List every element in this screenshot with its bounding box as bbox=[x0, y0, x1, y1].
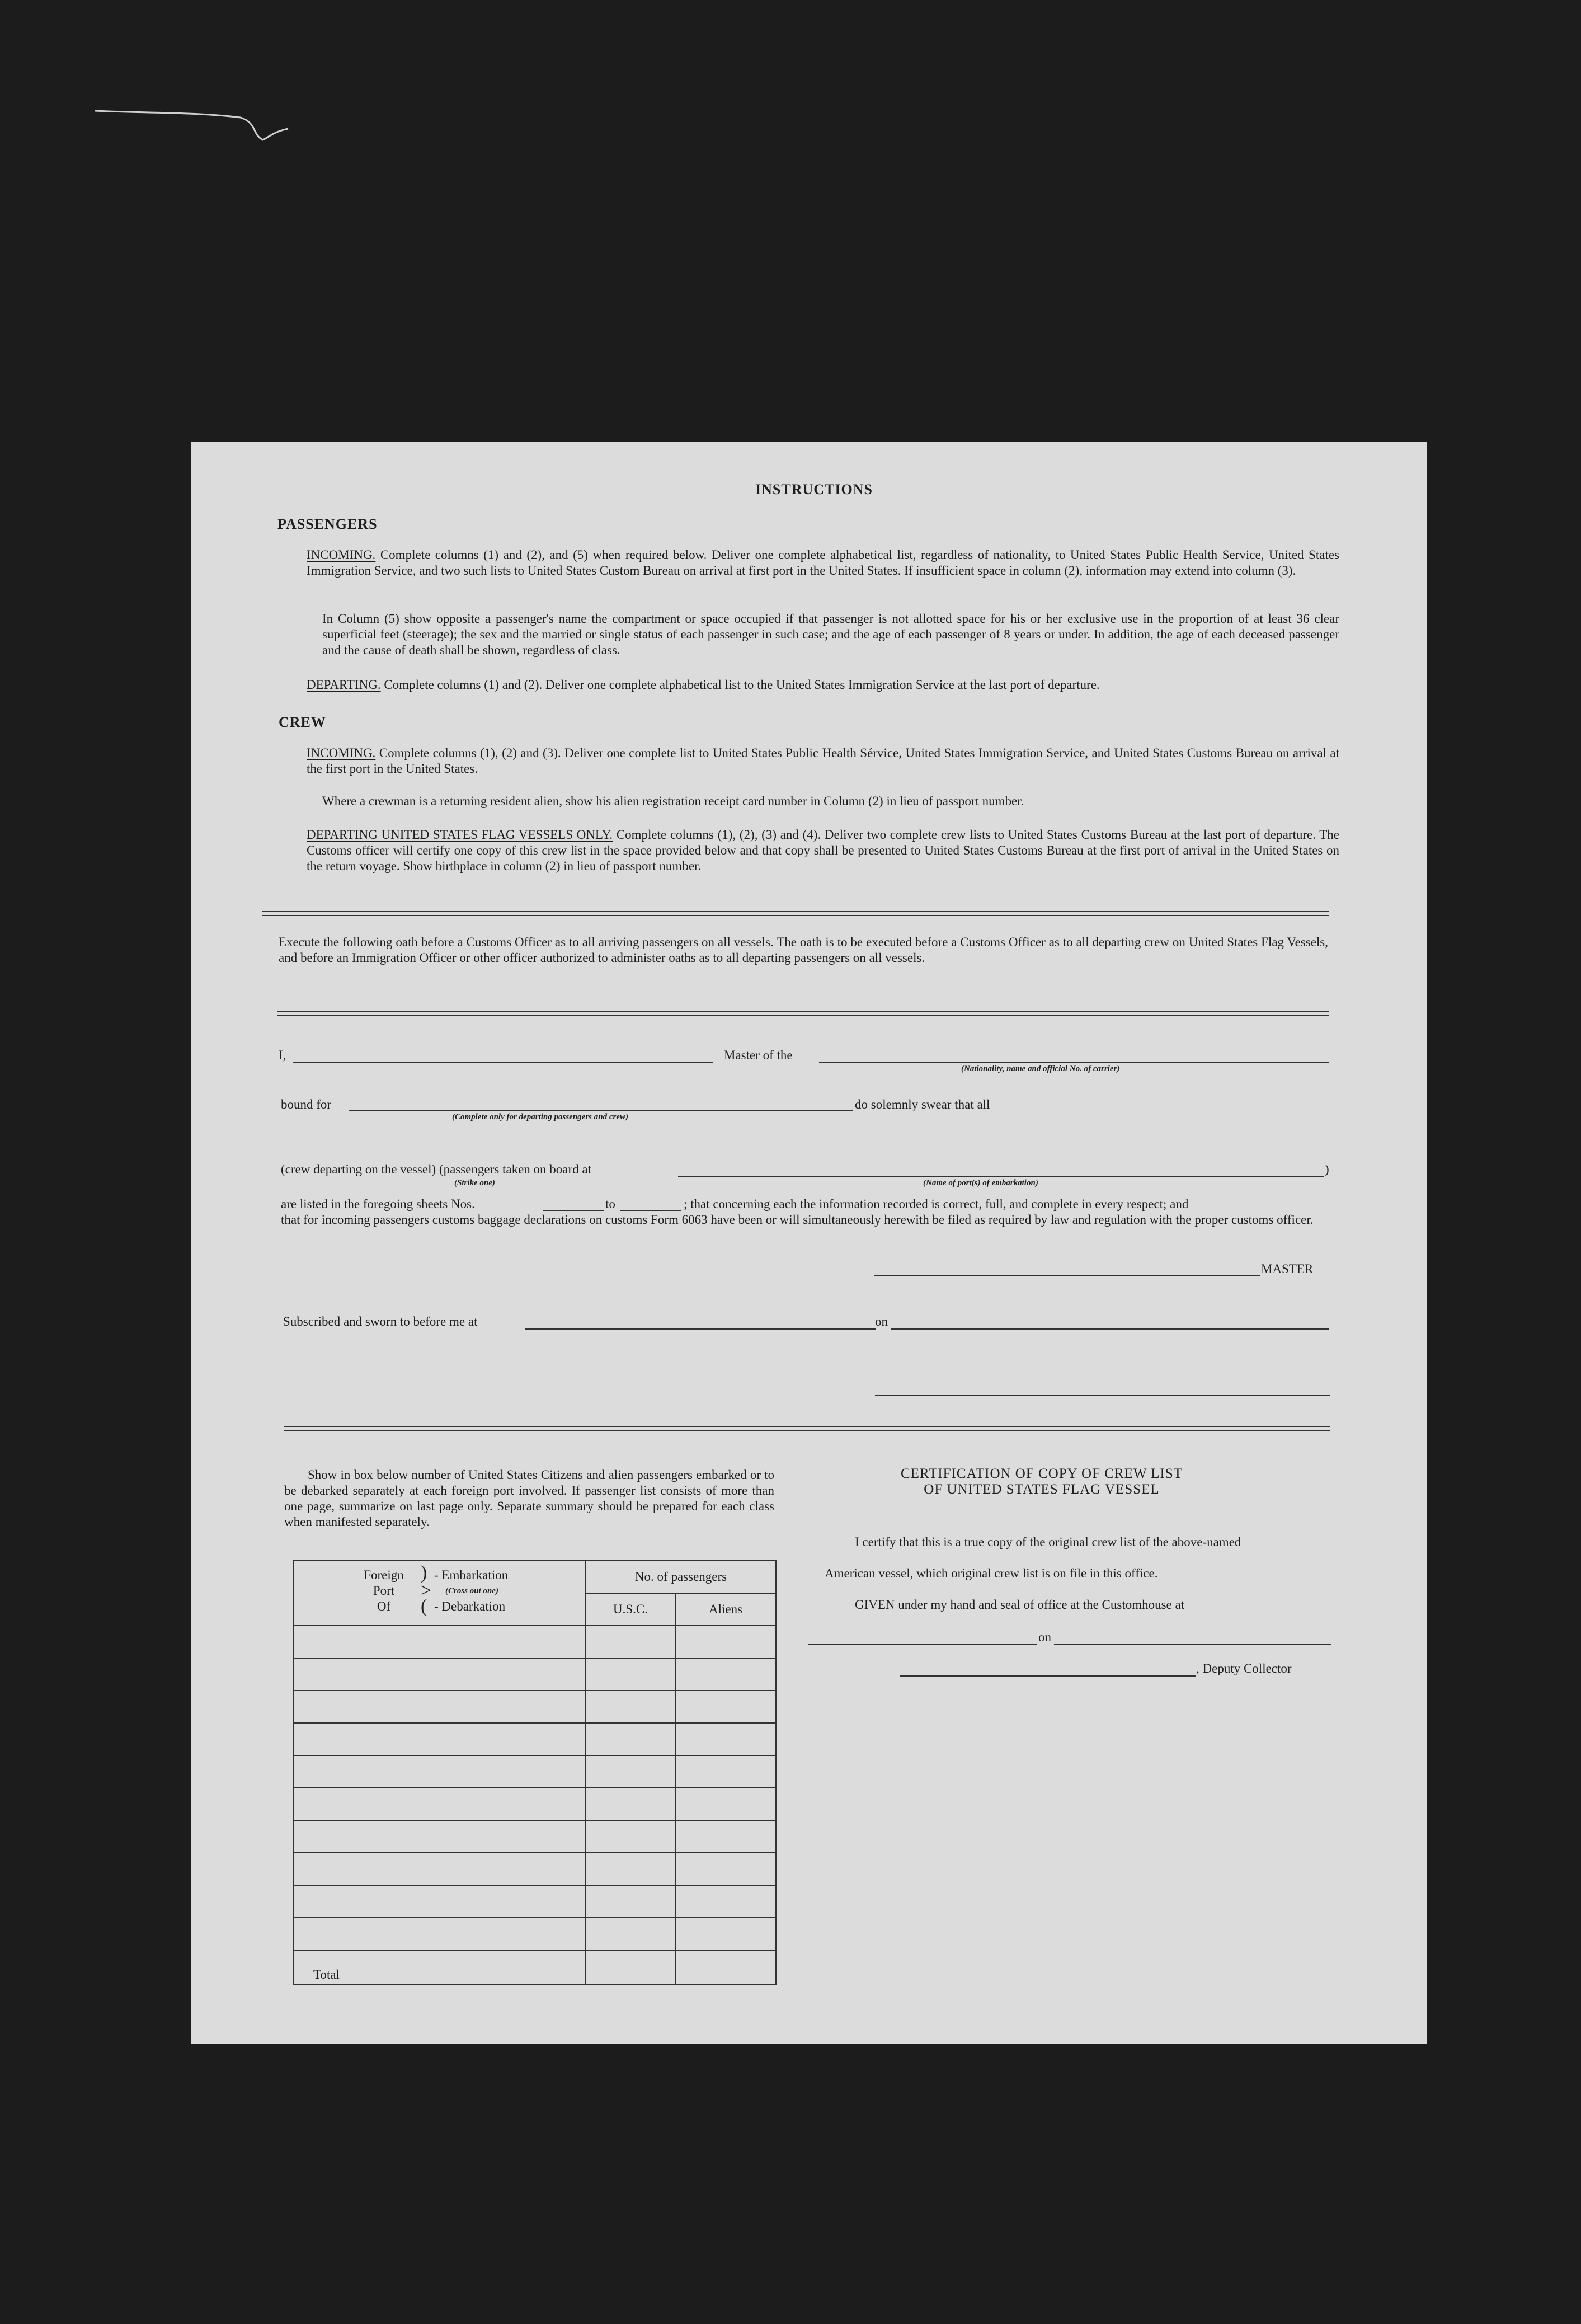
port-cell[interactable] bbox=[294, 1820, 586, 1853]
usc-cell[interactable] bbox=[586, 1755, 675, 1788]
master-name-field[interactable] bbox=[293, 1062, 713, 1063]
passengers-departing-label: DEPARTING. bbox=[307, 678, 381, 692]
table-row bbox=[294, 1658, 776, 1691]
swear-text: do solemnly swear that all bbox=[855, 1097, 990, 1111]
cert-date-field[interactable] bbox=[1054, 1644, 1331, 1645]
aliens-cell[interactable] bbox=[675, 1626, 776, 1658]
master-signature-field[interactable] bbox=[874, 1275, 1260, 1276]
of-label: Of bbox=[377, 1599, 391, 1613]
usc-cell[interactable] bbox=[586, 1658, 675, 1691]
aliens-cell[interactable] bbox=[675, 1788, 776, 1820]
port-cell[interactable] bbox=[294, 1723, 586, 1755]
total-label-cell bbox=[294, 1950, 586, 1985]
deputy-collector-label: , Deputy Collector bbox=[1196, 1661, 1292, 1675]
brace-mid: > bbox=[421, 1580, 432, 1601]
crew-incoming-text: INCOMING. Complete columns (1), (2) and (3). Deliver one complete list to United States Public Health Sérvice, United States Immigration Service, and United States Customs Bureau on arrival at the first port in the United States. bbox=[307, 746, 1340, 776]
table-row bbox=[294, 1723, 776, 1755]
subscribed-label: Subscribed and sworn to before me at bbox=[283, 1314, 478, 1328]
strike-one-note: (Strike one) bbox=[454, 1179, 495, 1187]
port-cell[interactable] bbox=[294, 1658, 586, 1691]
bound-for-label: bound for bbox=[281, 1097, 332, 1111]
usc-cell[interactable] bbox=[586, 1723, 675, 1755]
total-aliens-cell[interactable] bbox=[675, 1950, 776, 1985]
port-cell[interactable] bbox=[294, 1755, 586, 1788]
table-row bbox=[294, 1853, 776, 1885]
table-row bbox=[294, 1820, 776, 1853]
master-label: MASTER bbox=[1261, 1262, 1314, 1276]
no-of-passengers-header: No. of passengers bbox=[586, 1561, 776, 1593]
certification-title-2: OF UNITED STATES FLAG VESSEL bbox=[924, 1482, 1160, 1497]
oath-i-label: I, bbox=[279, 1048, 286, 1062]
port-cell[interactable] bbox=[294, 1885, 586, 1918]
divider bbox=[284, 1426, 1330, 1431]
certification-title-1: CERTIFICATION OF COPY OF CREW LIST bbox=[900, 1466, 1183, 1481]
usc-cell[interactable] bbox=[586, 1788, 675, 1820]
instructions-title: INSTRUCTIONS bbox=[755, 481, 873, 497]
port-of-embarkation-field[interactable] bbox=[678, 1176, 1324, 1177]
crew-incoming-label: INCOMING. bbox=[307, 746, 376, 760]
table-row bbox=[294, 1885, 776, 1918]
to-label: to bbox=[605, 1197, 615, 1211]
carrier-field[interactable] bbox=[819, 1062, 1329, 1063]
aliens-cell[interactable] bbox=[675, 1820, 776, 1853]
usc-cell[interactable] bbox=[586, 1885, 675, 1918]
usc-cell[interactable] bbox=[586, 1691, 675, 1723]
brace-bottom: ( bbox=[421, 1596, 427, 1617]
form-page bbox=[191, 442, 1427, 2044]
customhouse-field[interactable] bbox=[808, 1644, 1037, 1645]
scan-pen-mark bbox=[95, 106, 297, 151]
foreign-port-header bbox=[294, 1561, 586, 1626]
foreign-label: Foreign bbox=[364, 1568, 404, 1582]
table-row bbox=[294, 1788, 776, 1820]
usc-cell[interactable] bbox=[586, 1820, 675, 1853]
port-note: (Name of port(s) of embarkation) bbox=[923, 1179, 1038, 1187]
table-row bbox=[294, 1755, 776, 1788]
total-label: Total bbox=[313, 1968, 340, 1982]
vessel-text: American vessel, which original crew list is on file in this office. bbox=[825, 1566, 1158, 1580]
divider bbox=[262, 911, 1329, 916]
table-row bbox=[294, 1691, 776, 1723]
master-of-the-label: Master of the bbox=[724, 1048, 793, 1062]
divider bbox=[277, 1011, 1329, 1016]
listed-start: are listed in the foregoing sheets Nos. bbox=[281, 1197, 475, 1211]
table-row bbox=[294, 1626, 776, 1658]
aliens-cell[interactable] bbox=[675, 1723, 776, 1755]
oath-instruction: Execute the following oath before a Customs Officer as to all arriving passengers on all vessels. The oath is to be executed before a Customs Officer as to all departing crew on United States Flag Vessels, and before an Immigration Officer or other officer authorized to administer oaths as to all departing passengers on all vessels. bbox=[279, 935, 1328, 965]
aliens-cell[interactable] bbox=[675, 1691, 776, 1723]
port-cell[interactable] bbox=[294, 1853, 586, 1885]
total-usc-cell[interactable] bbox=[586, 1950, 675, 1985]
subscribed-place-field[interactable] bbox=[525, 1328, 876, 1330]
port-cell[interactable] bbox=[294, 1691, 586, 1723]
listed-rest: ; that concerning each the information recorded is correct, full, and complete in every respect; and bbox=[684, 1197, 1189, 1211]
aliens-cell[interactable] bbox=[675, 1918, 776, 1950]
aliens-header: Aliens bbox=[675, 1593, 776, 1626]
total-row bbox=[294, 1950, 776, 1985]
bound-for-note: (Complete only for departing passengers and crew) bbox=[452, 1112, 628, 1121]
port-label: Port bbox=[373, 1584, 395, 1598]
certify-text: I certify that this is a true copy of the original crew list of the above-named bbox=[855, 1535, 1241, 1549]
passengers-incoming-label: INCOMING. bbox=[307, 548, 376, 562]
aliens-cell[interactable] bbox=[675, 1755, 776, 1788]
table-row bbox=[294, 1918, 776, 1950]
aliens-cell[interactable] bbox=[675, 1885, 776, 1918]
officer-signature-field[interactable] bbox=[875, 1395, 1330, 1396]
passenger-summary-table bbox=[293, 1560, 777, 1985]
usc-cell[interactable] bbox=[586, 1853, 675, 1885]
close-paren: ) bbox=[1325, 1162, 1329, 1176]
aliens-cell[interactable] bbox=[675, 1658, 776, 1691]
bound-for-field[interactable] bbox=[349, 1110, 853, 1111]
crew-resident-text: Where a crewman is a returning resident alien, show his alien registration receipt card number in Column (2) in lieu of passport number. bbox=[322, 794, 1024, 808]
crew-departing-text: DEPARTING UNITED STATES FLAG VESSELS ONLY. Complete columns (1), (2), (3) and (4). Deliver two complete crew lists to United States Customs Bureau at the last port of departure. The Customs officer will certify one copy of this crew list in the space provided below and that copy shall be presented to United States Customs Bureau at the first port of arrival in the United States on the return voyage. Show birthplace in column (2) in lieu of passport number. bbox=[307, 828, 1340, 873]
crew-heading: CREW bbox=[279, 714, 326, 730]
sheet-to-field[interactable] bbox=[620, 1210, 681, 1211]
port-cell[interactable] bbox=[294, 1788, 586, 1820]
subscribed-on-label: on bbox=[875, 1314, 888, 1328]
port-cell[interactable] bbox=[294, 1626, 586, 1658]
carrier-note: (Nationality, name and official No. of carrier) bbox=[961, 1064, 1120, 1073]
given-text: GIVEN under my hand and seal of office at the Customhouse at bbox=[855, 1598, 1185, 1612]
crew-passengers-text: (crew departing on the vessel) (passengers taken on board at bbox=[281, 1162, 591, 1176]
embarkation-label: - Embarkation bbox=[434, 1568, 509, 1582]
aliens-cell[interactable] bbox=[675, 1853, 776, 1885]
passengers-column5-text: In Column (5) show opposite a passenger's name the compartment or space occupied if that passenger is not allotted space for his or her exclusive use in the proportion of at least 36 clear superficial feet (steerage); the sex and the married or single status of each passenger in such case; and the age of each passenger of 8 years or under. In addition, the age of each deceased passenger and the cause of death shall be shown, regardless of class. bbox=[322, 612, 1339, 657]
crew-departing-label: DEPARTING UNITED STATES FLAG VESSELS ONLY. bbox=[307, 828, 613, 842]
brace-top: ) bbox=[421, 1562, 427, 1583]
debarkation-label: - Debarkation bbox=[434, 1599, 506, 1613]
passengers-incoming-text: INCOMING. Complete columns (1) and (2), and (5) when required below. Deliver one complete alphabetical list, regardless of nationality, to United States Public Health Service, United States Immigration Service, and two such lists to United States Custom Bureau on arrival at first port in the United States. If insufficient space in column (2), information may extend into column (3). bbox=[307, 548, 1340, 578]
passengers-departing-text: DEPARTING. Complete columns (1) and (2). Deliver one complete alphabetical list to the United States Immigration Service at the last port of departure. bbox=[307, 678, 1100, 692]
passengers-heading: PASSENGERS bbox=[277, 516, 378, 532]
cert-on-label: on bbox=[1038, 1630, 1051, 1644]
usc-header: U.S.C. bbox=[586, 1593, 675, 1626]
port-cell[interactable] bbox=[294, 1918, 586, 1950]
subscribed-date-field[interactable] bbox=[891, 1328, 1329, 1330]
deputy-signature-field[interactable] bbox=[900, 1675, 1196, 1677]
usc-cell[interactable] bbox=[586, 1626, 675, 1658]
cross-out-note: (Cross out one) bbox=[445, 1586, 499, 1595]
usc-cell[interactable] bbox=[586, 1918, 675, 1950]
sheet-from-field[interactable] bbox=[543, 1210, 604, 1211]
summary-intro: Show in box below number of United States Citizens and alien passengers embarked or to be debarked separately at each foreign port involved. If passenger list consists of more than one page, summarize on last page only. Separate summary should be prepared for each class when manifested separately. bbox=[284, 1468, 774, 1529]
listed-cont: that for incoming passengers customs baggage declarations on customs Form 6063 have been or will simultaneously herewith be filed as required by law and regulation with the proper customs officer. bbox=[281, 1213, 1314, 1227]
